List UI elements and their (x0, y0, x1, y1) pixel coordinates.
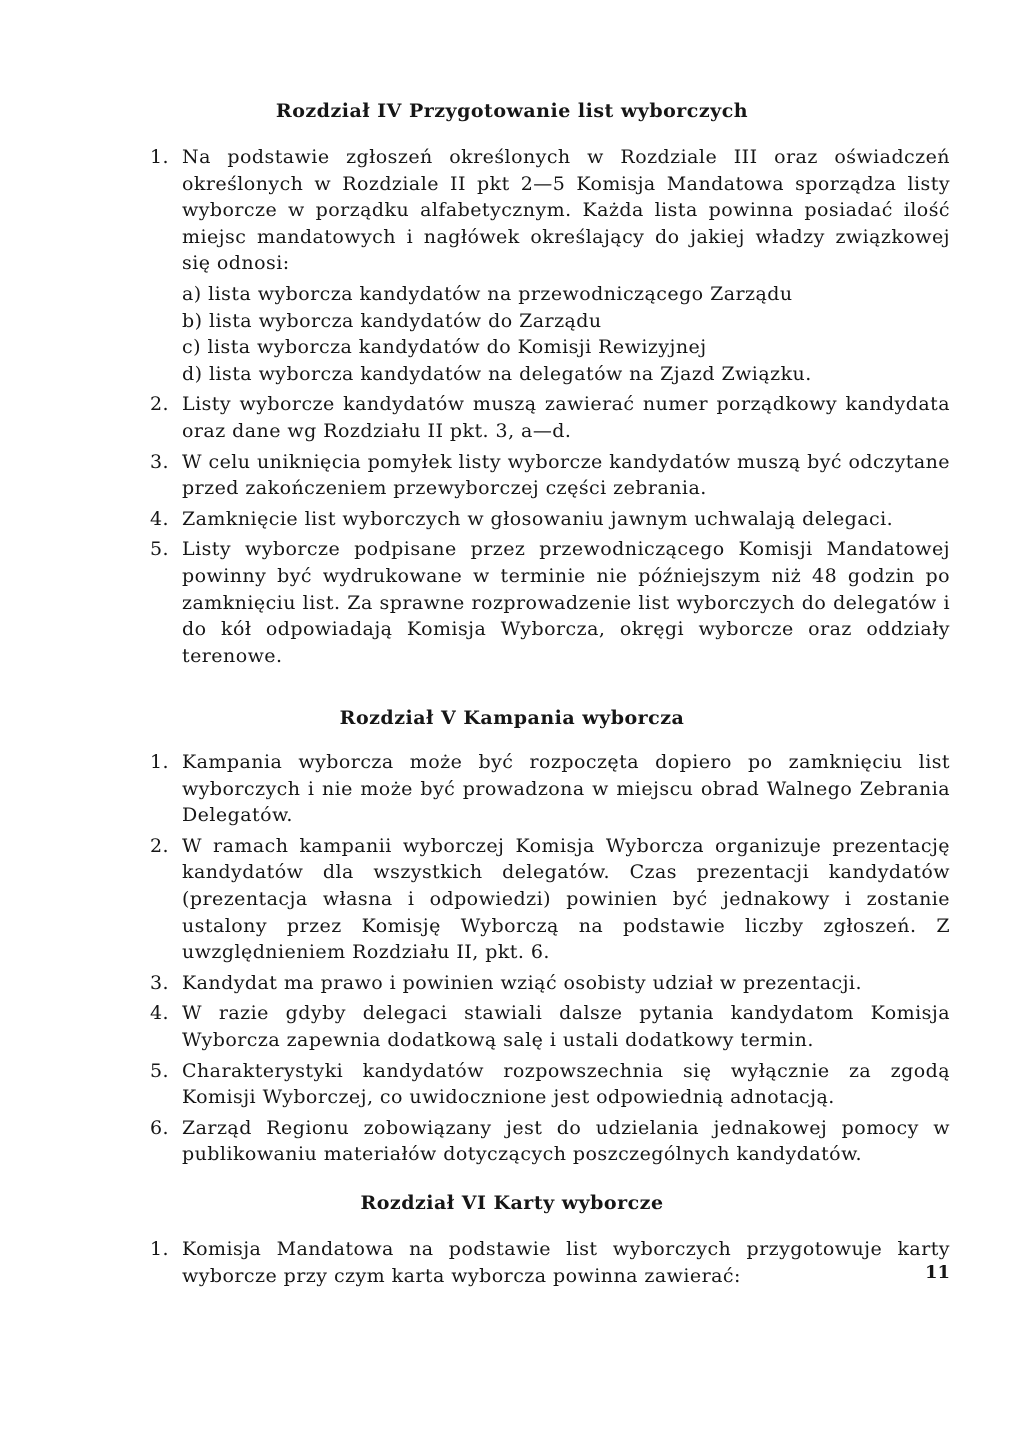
chapter-4-item-1 (150, 144, 950, 277)
chapter-5-prefix: Rozdział V (339, 707, 457, 729)
chapter-6-title: Karty wyborcze (493, 1192, 664, 1214)
chapter-4-subitem-c: c) lista wyborcza kandydatów do Komisji Rewizyjnej (182, 336, 707, 359)
chapter-5-title: Kampania wyborcza (463, 707, 685, 729)
chapter-4-item-4 (150, 506, 950, 533)
chapter-5-item-4 (150, 1000, 950, 1053)
item-text: W celu uniknięcia pomyłek listy wyborcze kandydatów muszą być odczytane przed zakończeniem przewyborczej części zebrania. (182, 450, 950, 500)
item-text: Kandydat ma prawo i powinien wziąć osobisty udział w prezentacji. (182, 971, 862, 994)
item-text: W razie gdyby delegaci stawiali dalsze pytania kandydatom Komisja Wyborcza zapewnia dodatkową salę i ustali dodatkowy termin. (182, 1002, 950, 1051)
chapter-5-item-2 (150, 833, 950, 966)
page-number: 11 (924, 1262, 950, 1283)
item-number: 3. (150, 971, 170, 994)
chapter-4-subitem-a: a) lista wyborcza kandydatów na przewodniczącego Zarządu (182, 282, 793, 305)
item-text: Listy wyborcze podpisane przez przewodniczącego Komisji Mandatowej powinny być wydrukowane w terminie nie późniejszym niż 48 godzin po zamknięciu list. Za sprawne rozprowadzenie list wyborczych do delegatów i do kół odpowiadają Komisja Wyborcza, okręgi wyborcze oraz oddziały terenowe. (182, 538, 950, 667)
chapter-5-item-1 (150, 749, 950, 829)
item-number: 5. (150, 538, 170, 561)
item-number: 1. (150, 1238, 170, 1260)
chapter-5-body (150, 749, 950, 1172)
chapter-4-subitem-b: b) lista wyborcza kandydatów do Zarządu (182, 309, 602, 332)
item-number: 3. (150, 450, 170, 473)
chapter-6-prefix: Rozdział VI (360, 1192, 487, 1214)
item-number: 4. (150, 507, 170, 530)
item-text: W ramach kampanii wyborczej Komisja Wyborcza organizuje prezentację kandydatów dla wszystkich delegatów. Czas prezentacji kandydatów (prezentacja własna i odpowiedzi) powinien być jednakowy i zostanie ustalony przez Komisję Wyborczą na podstawie liczby zgłoszeń. Z uwzględnieniem Rozdziału II, pkt. 6. (182, 834, 950, 964)
item-number: 2. (150, 834, 170, 857)
item-text: Zarząd Regionu zobowiązany jest do udzielania jednakowej pomocy w publikowaniu materiałów dotyczących poszczególnych kandydatów. (182, 1116, 950, 1166)
chapter-5-heading (0, 707, 1024, 729)
item-number: 6. (150, 1116, 170, 1139)
chapter-5-item-6 (150, 1115, 950, 1168)
chapter-4-subitem-d: d) lista wyborcza kandydatów na delegatów na Zjazd Związku. (182, 362, 812, 385)
item-number: 1. (150, 751, 170, 773)
chapter-4-item-3 (150, 449, 950, 502)
item-text: Charakterystyki kandydatów rozpowszechnia się wyłącznie za zgodą Komisji Wyborczej, co uwidocznione jest odpowiednią adnotacją. (182, 1059, 950, 1109)
item-number: 5. (150, 1059, 170, 1082)
item-text: Na podstawie zgłoszeń określonych w Rozdziale III oraz oświadczeń określonych w Rozdziale II pkt 2—5 Komisja Mandatowa sporządza listy wyborcze w porządku alfabetycznym. Każda lista powinna posiadać ilość miejsc mandatowych i nagłówek określający do jakiej władzy związkowej się odnosi: (182, 146, 950, 275)
chapter-4-body (150, 144, 950, 673)
item-text: Listy wyborcze kandydatów muszą zawierać numer porządkowy kandydata oraz dane wg Rozdziału II pkt. 3, a—d. (182, 393, 950, 442)
chapter-6-body (150, 1236, 950, 1293)
chapter-5-item-5 (150, 1058, 950, 1111)
item-text: Zamknięcie list wyborczych w głosowaniu jawnym uchwalają delegaci. (182, 507, 894, 530)
chapter-6-heading (0, 1192, 1024, 1214)
item-number: 4. (150, 1002, 170, 1025)
chapter-4-prefix: Rozdział IV (275, 100, 402, 122)
chapter-5-item-3 (150, 970, 950, 997)
chapter-4-item-5 (150, 536, 950, 669)
item-number: 2. (150, 393, 170, 416)
item-text: Kampania wyborcza może być rozpoczęta dopiero po zamknięciu list wyborczych i nie może być prowadzona w miejscu obrad Walnego Zebrania Delegatów. (182, 751, 950, 827)
chapter-4-item-2 (150, 391, 950, 444)
chapter-6-item-1 (150, 1236, 950, 1289)
chapter-4-title: Przygotowanie list wyborczych (408, 100, 749, 122)
item-number: 1. (150, 146, 170, 168)
item-text: Komisja Mandatowa na podstawie list wyborczych przygotowuje karty wyborcze przy czym karta wyborcza powinna zawierać: (182, 1238, 950, 1287)
chapter-4-heading (0, 100, 1024, 122)
